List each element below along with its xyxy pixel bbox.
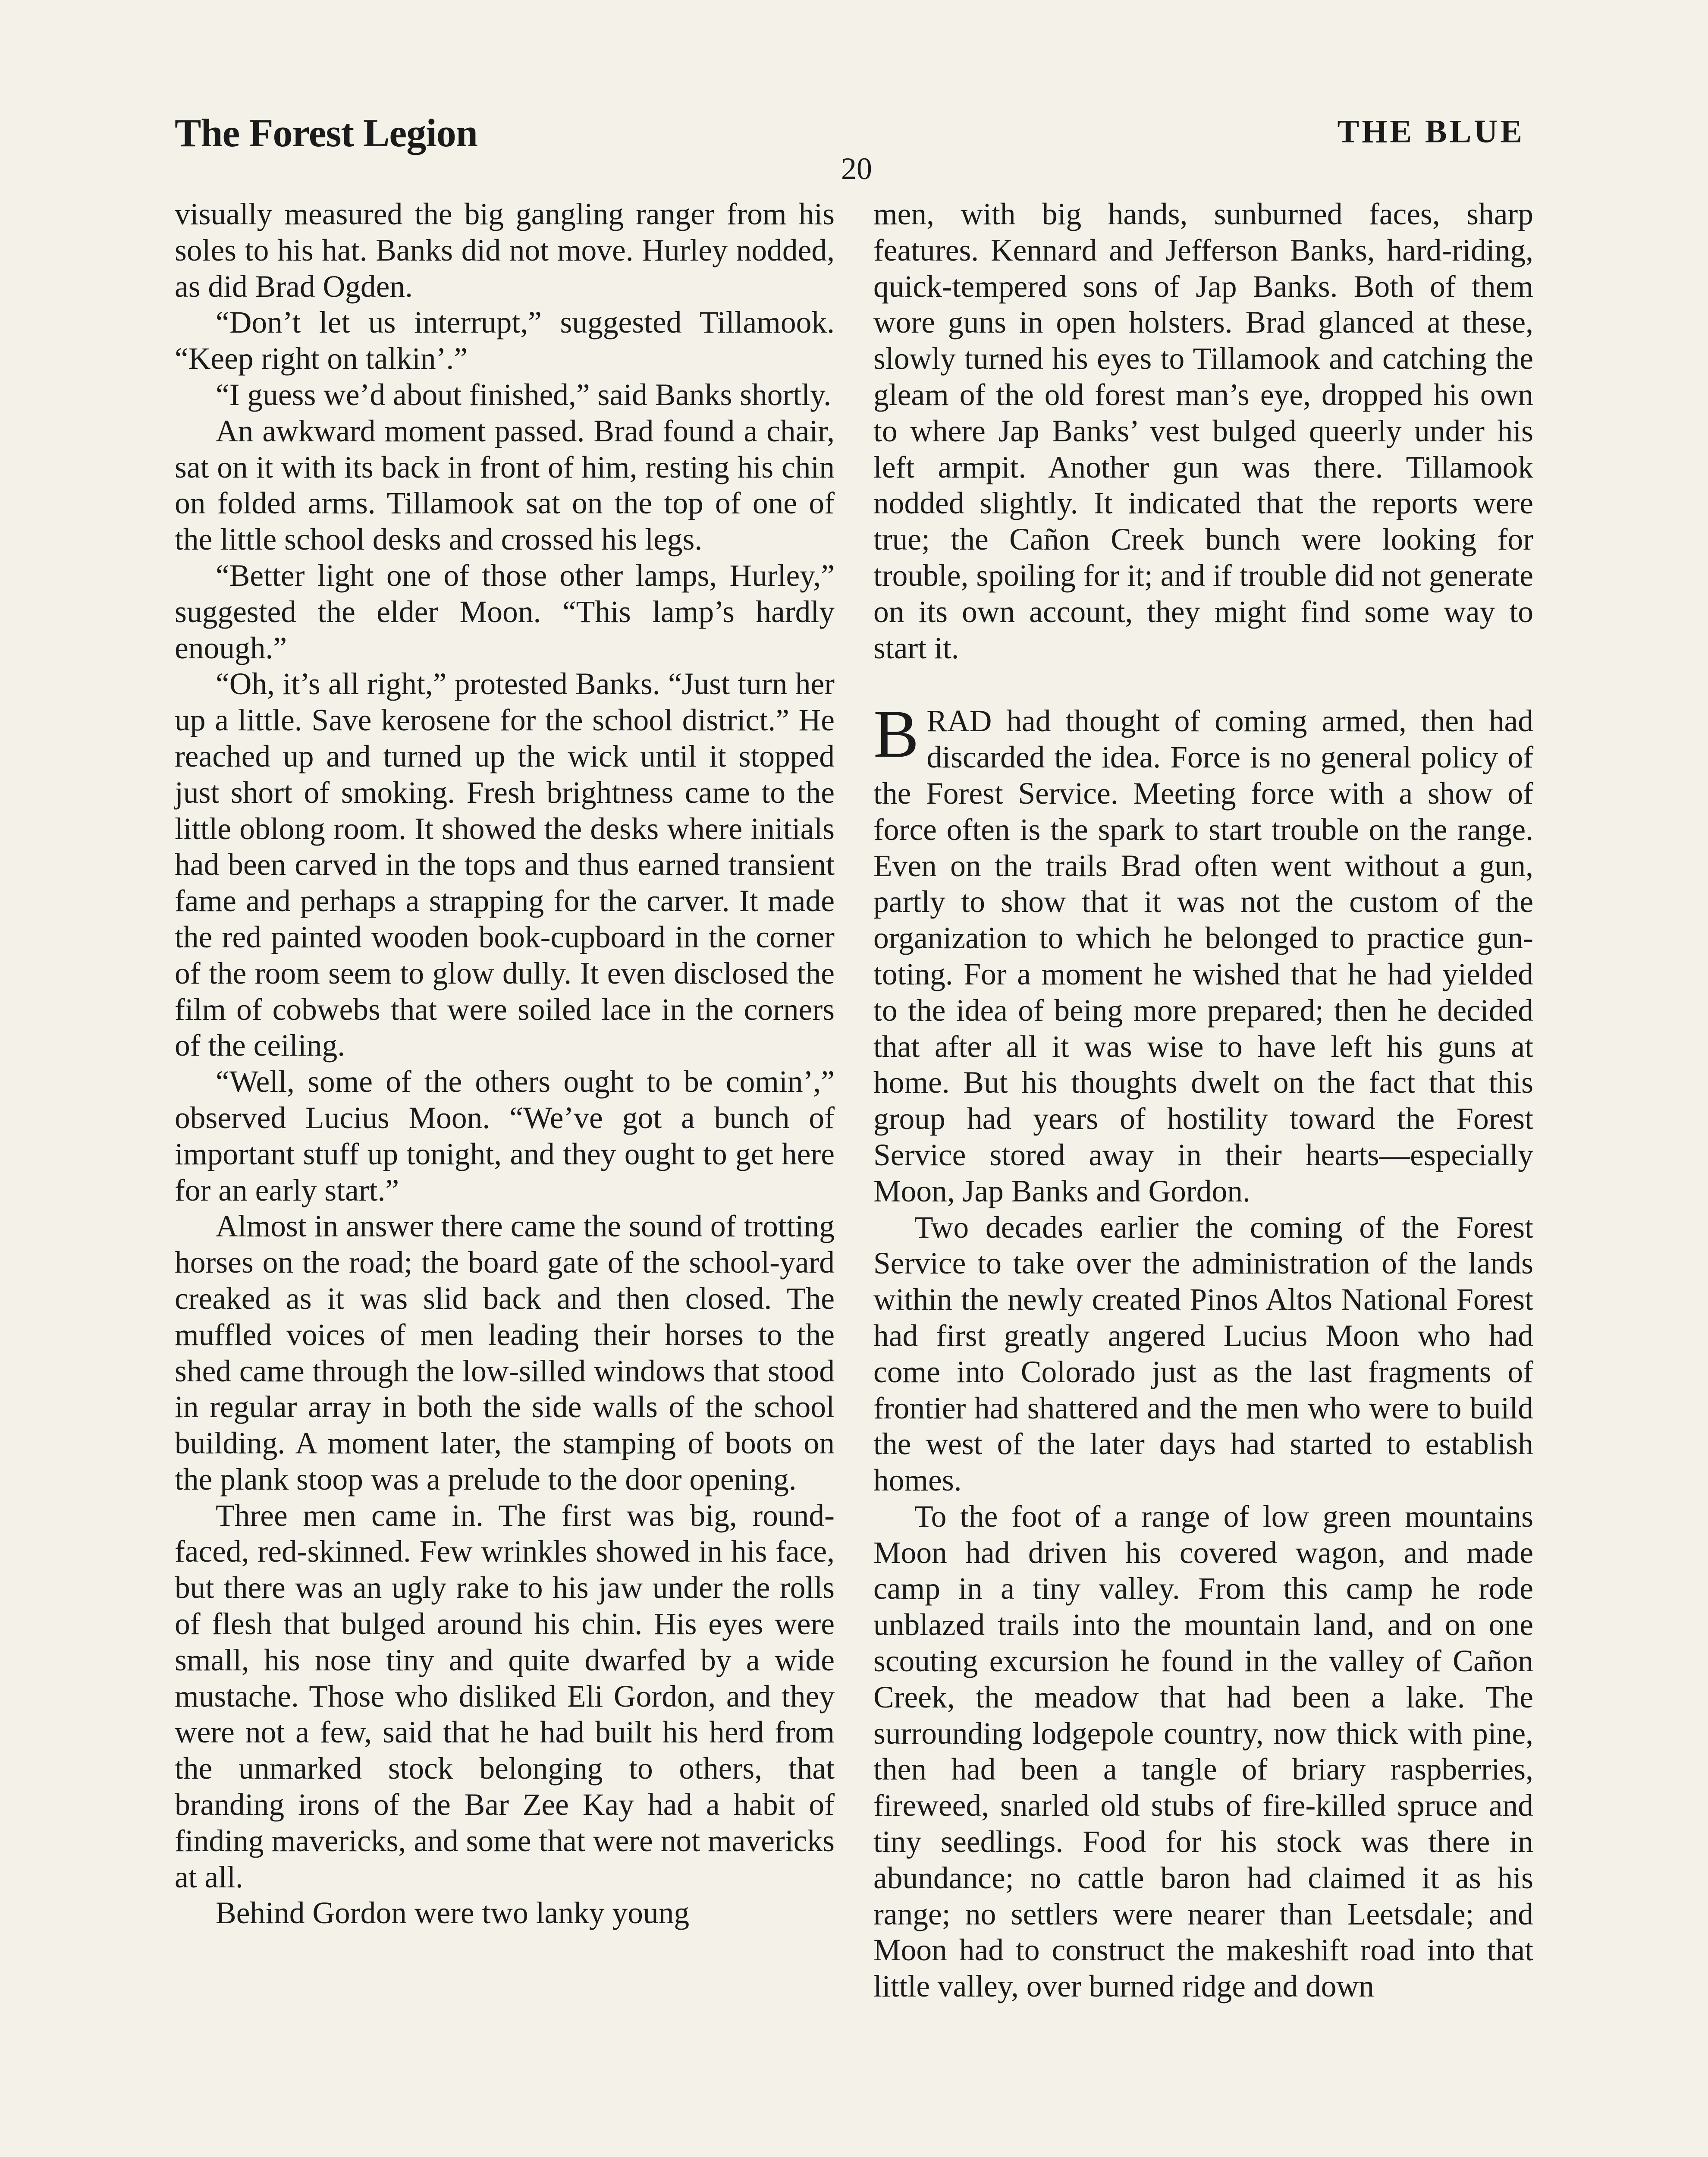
right-column — [873, 196, 1533, 2005]
left-column — [175, 196, 835, 1931]
paragraph: An awkward moment passed. Brad found a chair, sat on it with its back in front of him, resting his chin on folded arms. Tillamook sat on the top of one of the little school desks and crossed his legs. — [175, 414, 835, 557]
section-paragraph — [873, 696, 1533, 1209]
paragraph: “I guess we’d about finished,” said Banks shortly. — [216, 377, 832, 412]
paragraph: “Oh, it’s all right,” protested Banks. “Just turn her up a little. Save kerosene for the school district.” He reached up and turned up the wick until it stopped just short of smoking. Fresh brightness came to the little oblong room. It showed the desks where initials had been carved in the tops and thus earned transient fame and perhaps a strapping for the carver. It made the red painted wooden book-cupboard in the corner of the room seem to glow dully. It even disclosed the film of cobwebs that were soiled lace in the corners of the ceiling. — [175, 667, 835, 1063]
paragraph: “Don’t let us interrupt,” suggested Tillamook. “Keep right on talkin’.” — [175, 305, 835, 376]
paragraph: Three men came in. The first was big, round-faced, red-skinned. Few wrinkles showed in his face, but there was an ugly rake to his jaw under the rolls of flesh that bulged around his chin. His eyes were small, his nose tiny and quite dwarfed by a wide mustache. Those who disliked Eli Gordon, and they were not a few, said that he had built his herd from the unmarked stock belonging to others, that branding irons of the Bar Zee Kay had a habit of finding mavericks, and some that were not mavericks at all. — [175, 1498, 835, 1894]
paragraph: To the foot of a range of low green mountains Moon had driven his covered wagon, and made camp in a tiny valley. From this camp he rode unblazed trails into the mountain land, and on one scouting excursion he found in the valley of Cañon Creek, the meadow that had been a lake. The surrounding lodgepole country, now thick with pine, then had been a tangle of briary raspberries, fireweed, snarled old stubs of fire-killed spruce and tiny seedlings. Food for his stock was there in abundance; no cattle baron had claimed it as his range; no settlers were nearer than Leetsdale; and Moon had to construct the makeshift road into that little valley, over burned ridge and down — [873, 1499, 1533, 2004]
paragraph: “Better light one of those other lamps, Hurley,” suggested the elder Moon. “This lamp’s hardly enough.” — [175, 558, 835, 665]
magazine-name: THE BLUE — [1337, 113, 1525, 150]
paragraph-text: had thought of coming armed, then had discarded the idea. Force is no general policy of the Forest Service. Meeting force with a show of force often is the spark to start trouble on the range. Even on the trails Brad often went without a gun, partly to show that it was not the custom of the organization to which he belonged to practice gun-toting. For a moment he wished that he had yielded to the idea of being more prepared; then he decided that after all it was wise to have left his guns at home. But his thoughts dwelt on the fact that this group had years of hostility toward the Forest Service stored away in their hearts—especially Moon, Jap Banks and Gordon. — [873, 704, 1533, 1208]
paragraph: Almost in answer there came the sound of trotting horses on the road; the board gate of the school-yard creaked as it was slid back and then closed. The muffled voices of men leading their horses to the shed came through the low-silled windows that stood in regular array in both the side walls of the school building. A moment later, the stamping of boots on the plank stoop was a prelude to the door opening. — [175, 1209, 835, 1497]
drop-cap: B — [873, 696, 919, 772]
story-title: The Forest Legion — [175, 111, 477, 155]
paragraph: men, with big hands, sunburned faces, sharp features. Kennard and Jefferson Banks, hard-riding, quick-tempered sons of Jap Banks. Both of them wore guns in open holsters. Brad glanced at these, slowly turned his eyes to Tillamook and catching the gleam of the old forest man’s eye, dropped his own to where Jap Banks’ vest bulged queerly under his left armpit. Another gun was there. Tillamook nodded slightly. It indicated that the reports were true; the Cañon Creek bunch were looking for trouble, spoiling for it; and if trouble did not generate on its own account, they might find some way to start it. — [873, 197, 1533, 665]
paragraph: visually measured the big gangling ranger from his soles to his hat. Banks did not move. Hurley nodded, as did Brad Ogden. — [175, 197, 835, 304]
paragraph: Two decades earlier the coming of the Forest Service to take over the administration of the lands within the newly created Pinos Altos National Forest had first greatly angered Lucius Moon who had come into Colorado just as the last fragments of frontier had shattered and the men who were to build the west of the later days had started to establish homes. — [873, 1210, 1533, 1498]
small-caps-lead: RAD — [926, 704, 992, 739]
page-number: 20 — [841, 151, 872, 186]
paragraph: Behind Gordon were two lanky young — [216, 1896, 690, 1931]
paragraph: “Well, some of the others ought to be comin’,” observed Lucius Moon. “We’ve got a bunch of important stuff up tonight, and they ought to get here for an early start.” — [175, 1065, 835, 1207]
